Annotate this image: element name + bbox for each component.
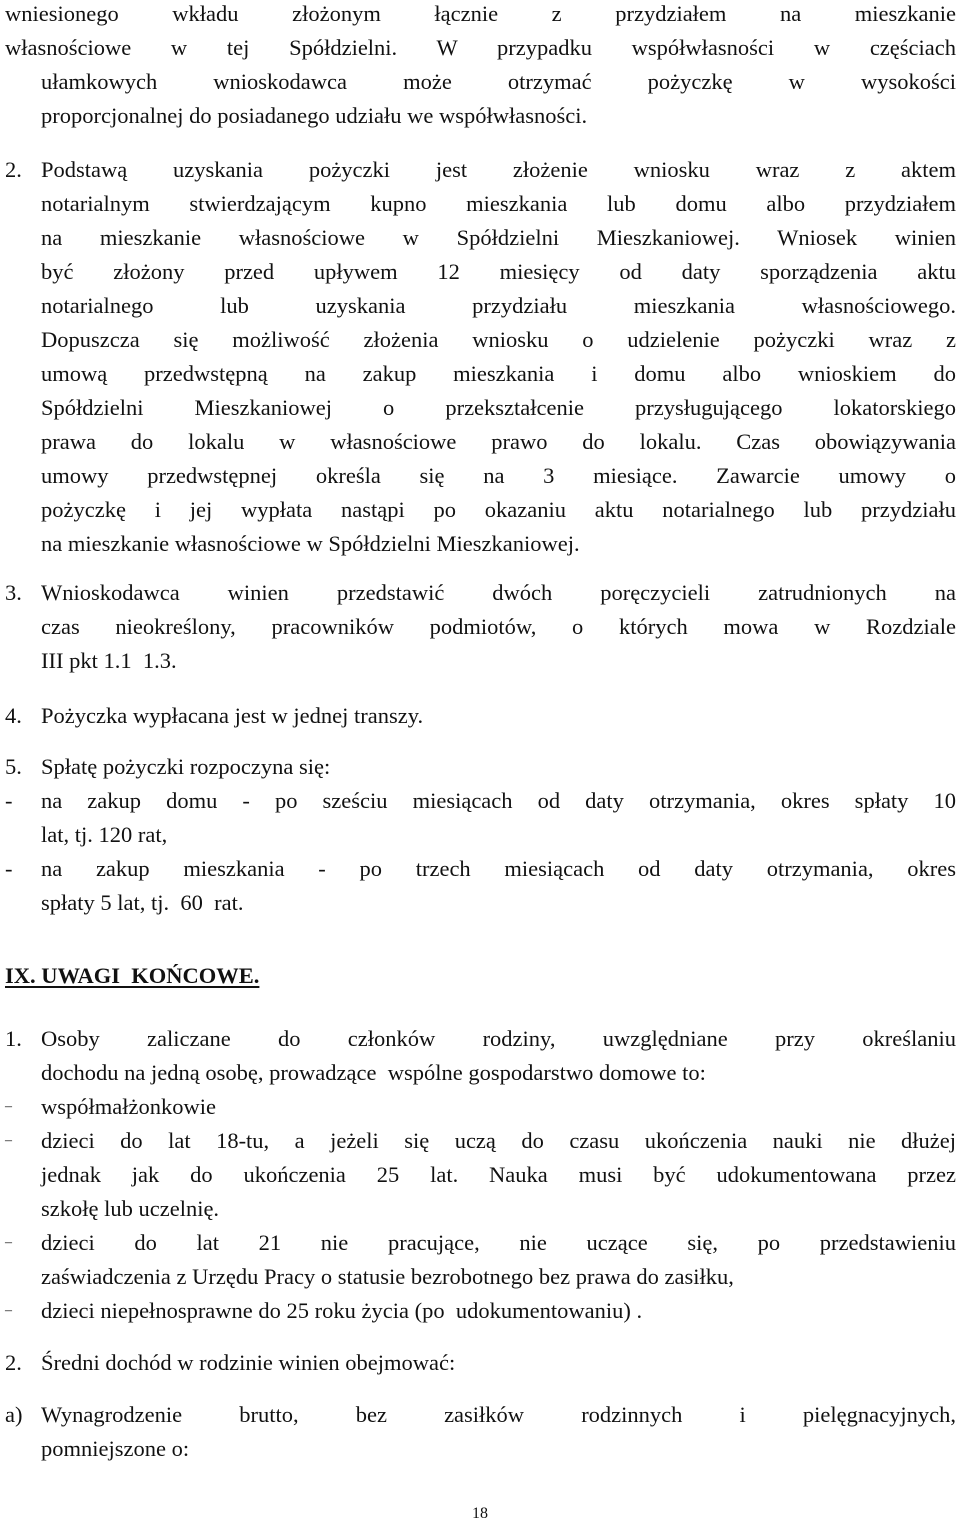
dash-bullet: –: [5, 1099, 12, 1114]
paragraph-number: a): [5, 1402, 23, 1427]
text-line: dzieci niepełnosprawne do 25 roku życia (po udokumentowaniu) .: [41, 1298, 643, 1323]
text-line: spłaty 5 lat, tj. 60 rat.: [41, 890, 244, 915]
list-item: [0, 1294, 960, 1328]
intro-paragraph: [0, 0, 960, 133]
text-line: Wnioskodawca winien przedstawić dwóch poręczycieli zatrudnionych na: [41, 580, 956, 605]
text-line: własnościowe w tej Spółdzielni. W przypadku współwłasności w częściach: [5, 35, 956, 60]
paragraph-5: [0, 750, 960, 784]
text-line: na mieszkanie własnościowe w Spółdzielni Mieszkaniowej. Wniosek winien: [41, 225, 956, 250]
text-line: wniesionego wkładu złożonym łącznie z przydziałem na mieszkanie: [5, 1, 956, 26]
section-paragraph-1: [0, 1022, 960, 1090]
dash-bullet: –: [5, 1235, 12, 1250]
paragraph-number: 2.: [5, 157, 22, 182]
text-line: lat, tj. 120 rat,: [41, 822, 168, 847]
text-line: proporcjonalnej do posiadanego udziału we współwłasności.: [41, 103, 588, 128]
paragraph-3: [0, 576, 960, 678]
dash-bullet: -: [5, 788, 13, 813]
text-line: być złożony przed upływem 12 miesięcy od daty sporządzenia aktu: [41, 259, 956, 284]
text-line: dochodu na jedną osobę, prowadzące wspólne gospodarstwo domowe to:: [41, 1060, 706, 1085]
text-line: na zakup mieszkania - po trzech miesiącach od daty otrzymania, okres: [41, 856, 956, 881]
text-line: umową przedwstępną na zakup mieszkania i domu albo wnioskiem do: [41, 361, 956, 386]
dash-bullet: –: [5, 1133, 12, 1148]
list-item: [0, 1124, 960, 1226]
text-line: na zakup domu - po sześciu miesiącach od daty otrzymania, okres spłaty 10: [41, 788, 956, 813]
text-line: Podstawą uzyskania pożyczki jest złożenie wniosku wraz z aktem: [41, 157, 956, 182]
paragraph-number: 1.: [5, 1026, 22, 1051]
text-line: III pkt 1.1 1.3.: [41, 648, 177, 673]
paragraph-number: 4.: [5, 703, 22, 728]
paragraph-number: 2.: [5, 1350, 22, 1375]
text-line: dzieci do lat 21 nie pracujące, nie uczące się, po przedstawieniu: [41, 1230, 956, 1255]
section-heading: IX. UWAGI KOŃCOWE.: [5, 963, 260, 988]
list-item: [0, 784, 960, 852]
text-line: zaświadczenia z Urzędu Pracy o statusie bezrobotnego bez prawa do zasiłku,: [41, 1264, 734, 1289]
text-line: jednak jak do ukończenia 25 lat. Nauka musi być udokumentowana przez: [41, 1162, 956, 1187]
text-line: Osoby zaliczane do członków rodziny, uwzględniane przy określaniu: [41, 1026, 956, 1051]
text-line: współmałżonkowie: [41, 1094, 216, 1119]
text-line: notarialnego lub uzyskania przydziału mieszkania własnościowego.: [41, 293, 956, 318]
section-paragraph-2: [0, 1346, 960, 1380]
text-line: pożyczkę i jej wypłata nastąpi po okazaniu aktu notarialnego lub przydziału: [41, 497, 956, 522]
paragraph-2: [0, 153, 960, 561]
paragraph-number: 3.: [5, 580, 22, 605]
text-line: Pożyczka wypłacana jest w jednej transzy.: [41, 703, 424, 728]
text-line: Spłatę pożyczki rozpoczyna się:: [41, 754, 331, 779]
list-item: [0, 852, 960, 920]
text-line: Spółdzielni Mieszkaniowej o przekształcenie przysługującego lokatorskiego: [41, 395, 956, 420]
text-line: szkołę lub uczelnię.: [41, 1196, 220, 1221]
paragraph-number: 5.: [5, 754, 22, 779]
text-line: czas nieokreślony, pracowników podmiotów, o których mowa w Rozdziale: [41, 614, 956, 639]
text-line: dzieci do lat 18-tu, a jeżeli się uczą do czasu ukończenia nauki nie dłużej: [41, 1128, 956, 1153]
list-item: [0, 1226, 960, 1294]
dash-bullet: -: [5, 856, 13, 881]
text-line: na mieszkanie własnościowe w Spółdzielni Mieszkaniowej.: [41, 531, 580, 556]
section-point-a: [0, 1398, 960, 1466]
text-line: ułamkowych wnioskodawca może otrzymać pożyczkę w wysokości: [41, 69, 956, 94]
dash-bullet: –: [5, 1303, 12, 1318]
text-line: notarialnym stwierdzającym kupno mieszkania lub domu albo przydziałem: [41, 191, 956, 216]
text-line: Wynagrodzenie brutto, bez zasiłków rodzinnych i pielęgnacyjnych,: [41, 1402, 956, 1427]
text-line: Średni dochód w rodzinie winien obejmować:: [41, 1350, 456, 1375]
text-line: prawa do lokalu w własnościowe prawo do lokalu. Czas obowiązywania: [41, 429, 956, 454]
text-line: pomniejszone o:: [41, 1436, 190, 1461]
text-line: umowy przedwstępnej określa się na 3 miesiące. Zawarcie umowy o: [41, 463, 956, 488]
list-item: [0, 1090, 960, 1124]
text-line: Dopuszcza się możliwość złożenia wniosku o udzielenie pożyczki wraz z: [41, 327, 956, 352]
page-number: 18: [472, 1505, 488, 1522]
paragraph-4: [0, 699, 960, 733]
